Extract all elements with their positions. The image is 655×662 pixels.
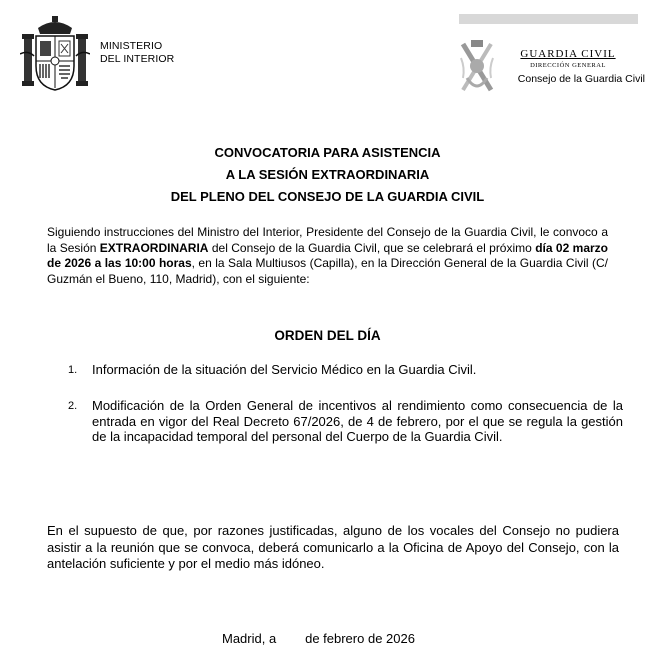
header-gray-bar — [459, 14, 638, 24]
title-line-1: CONVOCATORIA PARA ASISTENCIA — [214, 145, 441, 160]
ministry-line-2: DEL INTERIOR — [100, 53, 175, 65]
agenda-heading: ORDEN DEL DÍA — [274, 328, 381, 343]
intro-text-1: Siguiendo instrucciones del Ministro del Interior, Presidente del Consejo de la Guardia Civil, le convoco a la Sesión — [47, 225, 608, 255]
intro-bold-date: día 02 marzo de 2026 a las 10:00 horas — [47, 240, 608, 270]
intro-text-3: , en la Sala Multiusos (Capilla), en la Dirección General de la Guardia Civil (C/ Guzmán el Bueno, 110, Madrid), con el siguiente: — [47, 256, 609, 286]
council-name: Consejo de la Guardia Civil — [517, 73, 645, 85]
guardia-civil-emblem-icon — [457, 38, 497, 96]
agenda-item-number: 1. — [68, 364, 78, 376]
title-line-2: A LA SESIÓN EXTRAORDINARIA — [225, 167, 430, 182]
ministry-line-1: MINISTERIO — [100, 40, 163, 52]
agenda-item — [68, 362, 623, 382]
spain-coat-of-arms-icon — [20, 14, 90, 92]
intro-text-2: del Consejo de la Guardia Civil, que se celebrará el próximo — [208, 240, 536, 255]
date-line: Madrid, a de febrero de 2026 — [222, 631, 415, 646]
intro-bold-session: EXTRAORDINARIA — [99, 240, 209, 255]
title-line-3: DEL PLENO DEL CONSEJO DE LA GUARDIA CIVIL — [170, 189, 485, 204]
ministry-header — [20, 14, 220, 94]
intro-paragraph — [47, 225, 608, 287]
agenda-item-text: Información de la situación del Servicio Médico en la Guardia Civil. — [92, 362, 477, 377]
agenda-item-number: 2. — [68, 400, 78, 412]
agenda-item-text: Modificación de la Orden General de incentivos al rendimiento como consecuencia de la entrada en vigor del Real Decreto 67/2026, de 4 de febrero, por el que se regula la gestión de la incapacidad temporal del personal del Cuerpo de la Guardia Civil. — [92, 398, 623, 444]
guardia-civil-name: GUARDIA CIVIL — [520, 48, 616, 60]
closing-paragraph: En el supuesto de que, por razones justificadas, alguno de los vocales del Consejo no pudiera asistir a la reunión que se convoca, deberá comunicarlo a la Oficina de Apoyo del Consejo, con la antelación suficiente y por el medio más idóneo. — [47, 523, 619, 571]
direccion-general-label: DIRECCIÓN GENERAL — [530, 62, 606, 69]
agenda-item — [68, 398, 623, 468]
ministry-name — [100, 40, 174, 66]
